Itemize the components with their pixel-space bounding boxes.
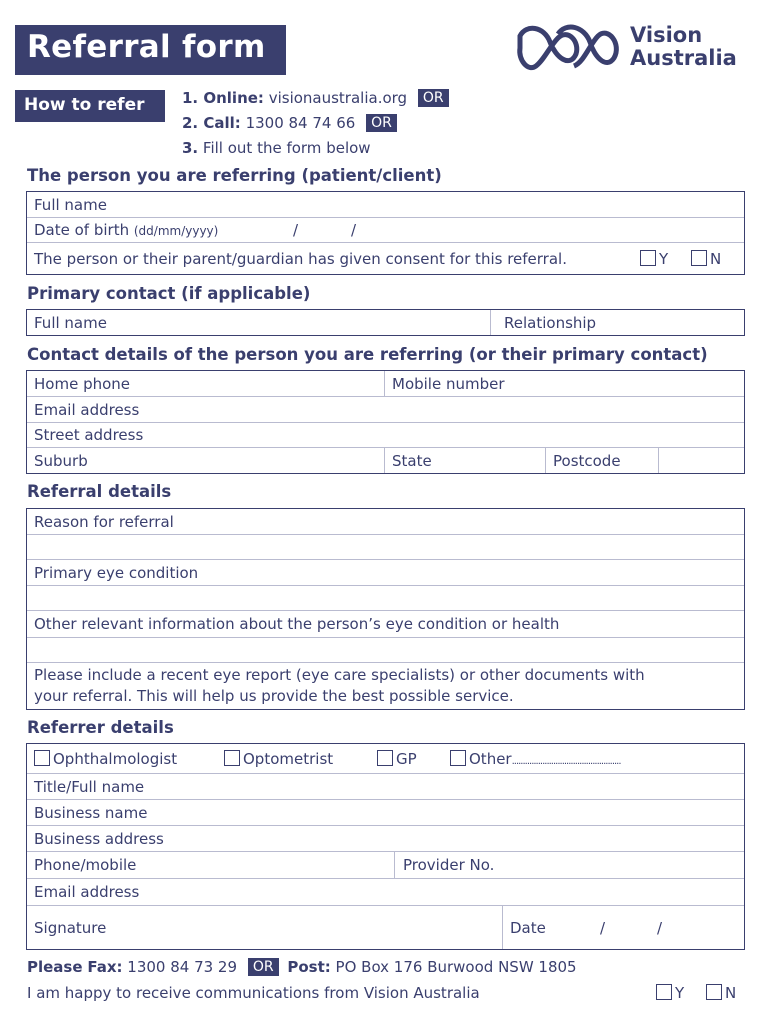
consent-label: The person or their parent/guardian has given consent for this referral.	[34, 249, 567, 268]
fax-number: 1300 84 73 29	[127, 958, 238, 976]
state-field[interactable]: State	[392, 451, 432, 470]
mobile-number-field[interactable]: Mobile number	[392, 374, 505, 393]
consent-row	[27, 243, 744, 274]
optometrist-option[interactable]: Optometrist	[224, 750, 333, 768]
vision-australia-logo	[514, 20, 754, 78]
phone-row	[27, 371, 744, 397]
divider	[502, 906, 503, 949]
business-address-field[interactable]	[27, 826, 744, 852]
post-label: Post:	[287, 958, 331, 976]
contact-email-field[interactable]	[27, 397, 744, 423]
eye-condition-label-row	[27, 560, 744, 586]
referrer-details-heading: Referrer details	[27, 718, 174, 737]
other-info-label: Other relevant information about the person’s eye condition or health	[34, 615, 560, 633]
contact-details-box	[26, 370, 745, 474]
submission-methods	[27, 958, 577, 976]
primary-contact-heading: Primary contact (if applicable)	[27, 284, 311, 303]
phone-number: 1300 84 74 66	[245, 114, 356, 132]
street-label: Street address	[34, 426, 144, 444]
consent-yes-option[interactable]: Y	[640, 250, 668, 268]
step3-text: Fill out the form below	[202, 139, 371, 157]
eye-condition-label: Primary eye condition	[34, 563, 199, 582]
other-info-label-row	[27, 611, 744, 638]
documents-note-text: Please include a recent eye report (eye care specialists) or other documents with your referral. This will help us provide the best possible service.	[34, 666, 645, 705]
email-label: Email address	[34, 400, 140, 419]
step3-label: 3.	[182, 139, 199, 157]
logo-rings-icon	[514, 20, 626, 78]
divider	[658, 448, 659, 473]
step2-label: 2. Call:	[182, 114, 241, 132]
eye-condition-input[interactable]	[27, 586, 744, 611]
ophthalmologist-option[interactable]: Ophthalmologist	[34, 750, 177, 768]
title-name-label: Title/Full name	[34, 777, 145, 796]
referrer-details-box	[26, 743, 745, 950]
reason-input[interactable]	[27, 535, 744, 560]
referrer-email-label: Email address	[34, 883, 140, 901]
divider	[384, 371, 385, 396]
logo-text-line2: Australia	[630, 46, 737, 70]
how-to-refer-label: How to refer	[15, 90, 165, 122]
dob-slash-1: /	[293, 221, 299, 239]
optometrist-checkbox[interactable]	[224, 750, 240, 766]
home-phone-field[interactable]: Home phone	[34, 374, 131, 393]
primary-full-name-field[interactable]: Full name	[34, 313, 107, 332]
signature-field[interactable]: Signature	[34, 918, 107, 937]
referrer-phone-field[interactable]: Phone/mobile	[34, 856, 137, 874]
primary-contact-row	[27, 310, 744, 335]
title-name-field[interactable]	[27, 774, 744, 800]
other-info-input[interactable]	[27, 638, 744, 663]
referrer-type-row	[27, 744, 744, 774]
dob-slash-2: /	[351, 221, 357, 239]
consent-no-option[interactable]: N	[691, 250, 721, 268]
business-address-label: Business address	[34, 829, 164, 848]
street-address-field[interactable]	[27, 423, 744, 448]
full-name-label: Full name	[34, 195, 107, 214]
post-address: PO Box 176 Burwood NSW 1805	[335, 958, 577, 976]
logo-text-line1: Vision	[630, 23, 703, 47]
business-name-field[interactable]	[27, 800, 744, 826]
step-form	[182, 136, 449, 161]
comms-label: I am happy to receive communications from Vision Australia	[27, 984, 480, 1002]
consent-no-checkbox[interactable]	[691, 250, 707, 266]
phone-provider-row	[27, 852, 744, 879]
please-label: Please	[27, 958, 83, 976]
comms-yes-option[interactable]: Y	[656, 984, 684, 1002]
page-title: Referral form	[15, 25, 286, 75]
business-name-label: Business name	[34, 803, 148, 822]
gp-checkbox[interactable]	[377, 750, 393, 766]
gp-option[interactable]: GP	[377, 750, 417, 768]
comms-no-option[interactable]: N	[706, 984, 736, 1002]
person-section-heading: The person you are referring (patient/client)	[27, 166, 442, 185]
referrer-email-field[interactable]	[27, 879, 744, 906]
date-label[interactable]: Date	[510, 918, 546, 937]
postcode-field[interactable]: Postcode	[553, 451, 621, 470]
dob-label: Date of birth (dd/mm/yyyy)	[34, 221, 219, 239]
suburb-field[interactable]: Suburb	[34, 451, 88, 470]
person-full-name-field[interactable]	[27, 192, 744, 218]
reason-label: Reason for referral	[34, 512, 174, 531]
divider	[490, 310, 491, 335]
documents-note	[27, 663, 744, 709]
divider	[394, 852, 395, 878]
consent-yes-checkbox[interactable]	[640, 250, 656, 266]
comms-no-checkbox[interactable]	[706, 984, 722, 1000]
website-link[interactable]: visionaustralia.org	[268, 89, 408, 107]
primary-contact-box	[26, 309, 745, 336]
contact-details-heading: Contact details of the person you are referring (or their primary contact)	[27, 345, 708, 364]
divider	[545, 448, 546, 473]
other-specify-line[interactable]: ..................................................	[511, 755, 621, 767]
step1-label: 1. Online:	[182, 89, 264, 107]
ophthalmologist-checkbox[interactable]	[34, 750, 50, 766]
suburb-row	[27, 448, 744, 473]
provider-number-field[interactable]: Provider No.	[403, 856, 495, 874]
divider	[384, 448, 385, 473]
signature-row	[27, 906, 744, 949]
relationship-field[interactable]: Relationship	[504, 313, 597, 332]
step-call	[182, 111, 449, 136]
date-of-birth-field[interactable]	[27, 218, 744, 243]
or-badge: OR	[248, 958, 279, 976]
or-badge: OR	[366, 114, 397, 132]
communications-consent	[27, 984, 480, 1002]
other-checkbox[interactable]	[450, 750, 466, 766]
reason-label-row	[27, 509, 744, 535]
other-option[interactable]: Other..................................................	[450, 750, 621, 768]
step-online	[182, 86, 449, 111]
date-slash-1: /	[600, 918, 606, 937]
or-badge: OR	[418, 89, 449, 107]
how-to-refer-steps	[182, 86, 449, 161]
date-slash-2: /	[657, 918, 663, 937]
fax-label: Fax:	[87, 958, 123, 976]
referral-details-box	[26, 508, 745, 710]
comms-yes-checkbox[interactable]	[656, 984, 672, 1000]
person-box	[26, 191, 745, 275]
referral-details-heading: Referral details	[27, 482, 172, 501]
